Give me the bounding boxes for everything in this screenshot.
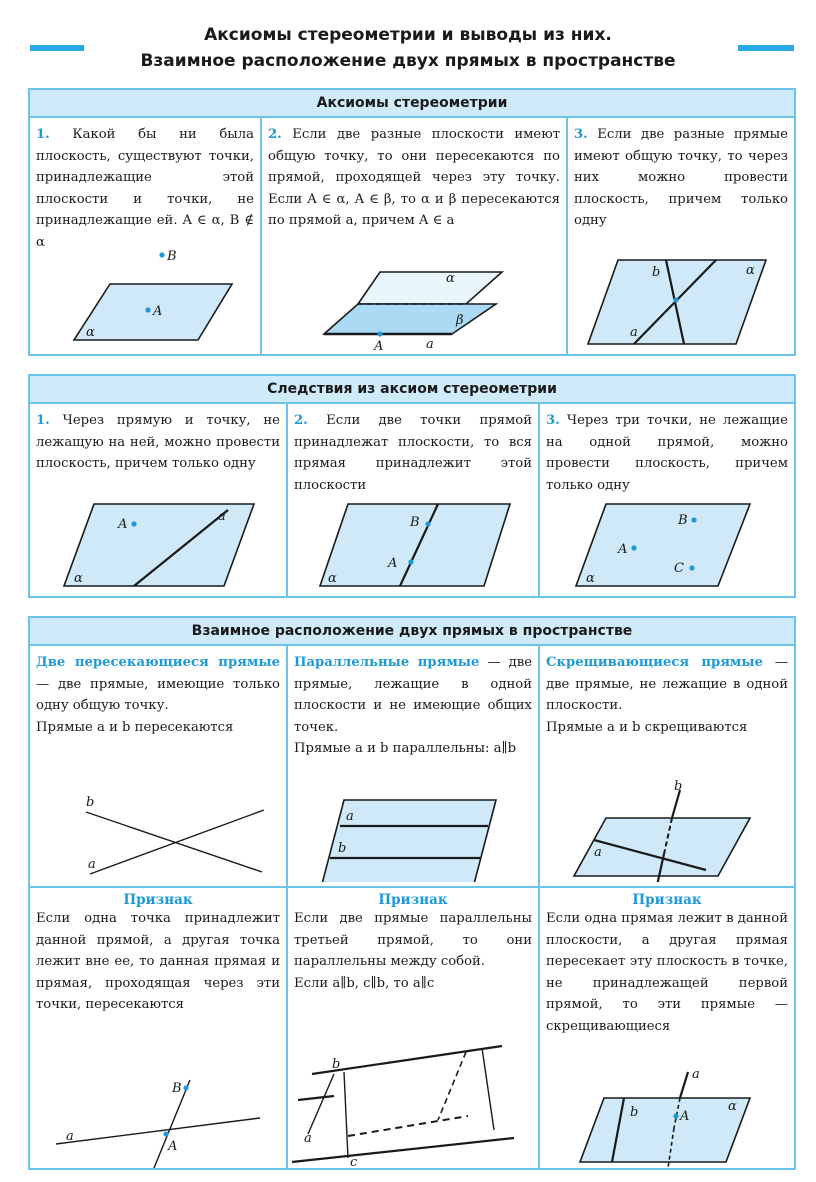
title-line-2: Взаимное расположение двух прямых в пространстве — [140, 51, 676, 71]
axiom-1 — [30, 118, 262, 354]
label-a: a — [346, 809, 354, 824]
line-a — [56, 1118, 260, 1144]
type-parallel — [288, 646, 540, 886]
line-b — [312, 1046, 502, 1074]
dash-slant — [438, 1052, 466, 1120]
corollary-2-number: 2. — [294, 413, 308, 428]
label-beta: β — [456, 313, 464, 328]
type-skew — [540, 646, 794, 886]
sign-skew — [540, 888, 794, 1168]
label-b: b — [630, 1105, 639, 1120]
axiom-3-number: 3. — [574, 127, 588, 142]
dash-horizontal — [348, 1116, 468, 1136]
point-b — [159, 252, 164, 257]
label-b: B — [678, 513, 688, 528]
point-c — [689, 565, 694, 570]
line-back — [482, 1048, 494, 1130]
corollary-3-figure — [540, 496, 794, 596]
type-intersecting — [30, 646, 288, 886]
sign-3-figure — [540, 1064, 794, 1168]
label-a: A — [618, 542, 628, 557]
sign-2-figure — [288, 1038, 540, 1168]
sign-heading-3: Признак — [632, 892, 702, 908]
label-alpha: α — [446, 271, 455, 286]
parallel-figure — [288, 786, 540, 882]
term-skew: Скрещивающиеся прямые — [546, 655, 763, 670]
plane-alpha — [580, 1098, 750, 1162]
axioms-heading: Аксиомы стереометрии — [30, 90, 794, 118]
intersection-point — [673, 297, 678, 302]
label-b: b — [86, 795, 95, 810]
label-a: a — [594, 845, 602, 860]
axiom-2-figure — [262, 264, 568, 354]
axiom-1-figure — [30, 244, 262, 354]
title-line-1: Аксиомы стереометрии и выводы из них. — [204, 25, 612, 45]
line-b-top — [672, 790, 680, 818]
label-line-a: a — [66, 1129, 74, 1144]
axiom-2 — [262, 118, 568, 354]
label-a-point: A — [680, 1109, 690, 1124]
corollary-2-figure — [288, 496, 540, 596]
axiom-2-text: Если две разные плоскости имеют общую точку, то они пересекаются по прямой, проходящей через эту точку. Если A ∈ α, A ∈ β, то α и β пересекаются по прямой a, причем A ∈ a — [268, 127, 560, 228]
sign-heading-1: Признак — [123, 892, 193, 908]
skew-figure — [540, 778, 794, 882]
point-a — [145, 307, 150, 312]
corollary-3 — [540, 404, 794, 596]
corollaries-section — [28, 374, 796, 598]
accent-bar-left — [30, 45, 84, 51]
axiom-2-number: 2. — [268, 127, 282, 142]
sign-text-3: Если одна прямая лежит в данной плоскости, а другая прямая пересекает эту плоскость в точке, не принадлежащей первой прямой, то эти прямые — скрещивающиеся — [546, 911, 788, 1034]
page-title — [0, 22, 816, 74]
label-b: b — [674, 779, 683, 794]
point-b — [425, 521, 430, 526]
plane-alpha — [358, 272, 502, 304]
axioms-section — [28, 88, 796, 356]
label-a: A — [168, 1139, 178, 1154]
def-parallel: — две прямые, лежащие в одной плоскости и не имеющие общих точек. — [294, 655, 532, 735]
label-a: A — [374, 339, 384, 354]
label-a: A — [153, 304, 163, 319]
point-a — [673, 1113, 678, 1118]
sign-formula-2: Если a∥b, c∥b, то a∥c — [294, 975, 435, 991]
label-b: b — [338, 841, 347, 856]
label-line-a: a — [218, 509, 226, 524]
label-b: b — [652, 265, 661, 280]
sign-heading-2: Признак — [378, 892, 448, 908]
point-a — [408, 559, 413, 564]
label-b: B — [172, 1081, 182, 1096]
axiom-3-figure — [568, 248, 794, 354]
point-a — [377, 331, 382, 336]
note-parallel: Прямые a и b параллельны: a∥b — [294, 741, 517, 756]
accent-bar-right — [738, 45, 794, 51]
sign-text-1: Если одна точка принадлежит данной прямой, а другая точка лежит вне ее, то данная прямая и прямая, проходящая через эти точки, пересекаются — [36, 911, 280, 1012]
label-alpha: α — [74, 571, 83, 586]
corollary-2 — [288, 404, 540, 596]
label-alpha: α — [86, 325, 95, 340]
def-skew: — две прямые, не лежащие в одной плоскости. — [546, 655, 788, 713]
label-a: a — [304, 1131, 312, 1146]
term-parallel: Параллельные прямые — [294, 655, 480, 670]
line-a — [308, 1074, 334, 1134]
intersecting-figure — [30, 788, 288, 882]
point-b — [183, 1085, 188, 1090]
label-a: A — [118, 517, 128, 532]
relative-section — [28, 616, 796, 1170]
sign-1-figure — [30, 1064, 288, 1168]
plane-alpha — [576, 504, 750, 586]
label-c: C — [674, 561, 684, 576]
note-skew: Прямые a и b скрещиваются — [546, 719, 748, 735]
label-a: a — [630, 325, 638, 340]
label-b: B — [410, 515, 420, 530]
label-line-a: a — [426, 337, 434, 352]
point-a — [131, 521, 136, 526]
corollaries-heading: Следствия из аксиом стереометрии — [30, 376, 794, 404]
label-alpha: α — [586, 571, 595, 586]
point-b — [691, 517, 696, 522]
label-alpha: α — [328, 571, 337, 586]
corollary-1 — [30, 404, 288, 596]
label-a-line: a — [692, 1067, 700, 1082]
corollary-1-text: Через прямую и точку, не лежащую на ней, можно провести плоскость, причем только одну — [36, 413, 280, 471]
label-b: B — [167, 249, 177, 264]
label-alpha: α — [728, 1099, 737, 1114]
point-a — [163, 1131, 168, 1136]
label-a: A — [388, 556, 398, 571]
line-bottom — [292, 1138, 514, 1162]
axiom-1-text: Какой бы ни была плоскость, существуют точки, принадлежащие этой плоскости и точки, не принадлежащие ей. A ∈ α, B ∉ α — [36, 127, 254, 250]
note-intersecting: Прямые a и b пересекаются — [36, 719, 234, 735]
corollary-1-number: 1. — [36, 413, 50, 428]
relative-heading: Взаимное расположение двух прямых в пространстве — [30, 618, 794, 646]
sign-intersecting — [30, 888, 288, 1168]
label-alpha: α — [746, 263, 755, 278]
plane-beta — [324, 304, 496, 334]
label-c: c — [350, 1155, 358, 1168]
line-c — [344, 1072, 348, 1158]
axiom-1-number: 1. — [36, 127, 50, 142]
corollary-3-text: Через три точки, не лежащие на одной прямой, можно провести плоскость, причем только одну — [546, 413, 788, 493]
line-a-top — [680, 1072, 688, 1098]
axiom-3-text: Если две разные прямые имеют общую точку, то через них можно провести плоскость, причем только одну — [574, 127, 788, 228]
corollary-2-text: Если две точки прямой принадлежат плоскости, то вся прямая принадлежит этой плоскости — [294, 413, 532, 493]
label-a: a — [88, 857, 96, 872]
def-intersecting: — две прямые, имеющие только одну общую точку. — [36, 676, 280, 713]
point-a — [631, 545, 636, 550]
sign-text-2: Если две прямые параллельны третьей прямой, то они параллельны между собой. — [294, 911, 532, 969]
term-intersecting: Две пересекающиеся прямые — [36, 655, 280, 670]
label-b: b — [332, 1057, 341, 1072]
sign-parallel — [288, 888, 540, 1168]
corollary-3-number: 3. — [546, 413, 560, 428]
axiom-3 — [568, 118, 794, 354]
corollary-1-figure — [30, 496, 288, 596]
line-upper — [298, 1096, 334, 1100]
